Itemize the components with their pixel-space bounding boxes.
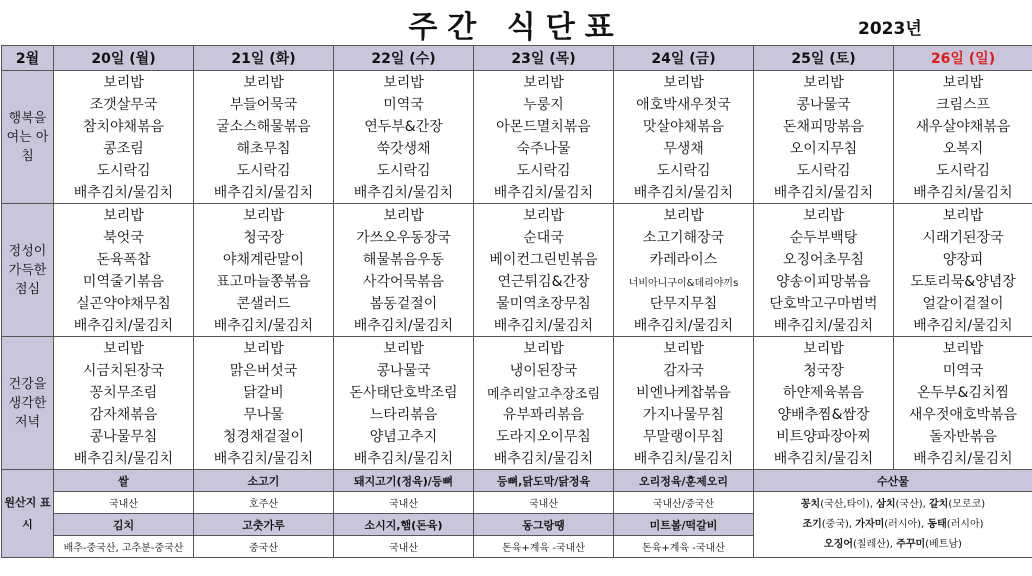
menu-item: 콩나물국 <box>754 93 894 115</box>
menu-row <box>2 359 1032 381</box>
menu-item: 맛살야채볶음 <box>614 115 754 137</box>
menu-item: 콩나물국 <box>334 359 474 381</box>
menu-item: 감자국 <box>614 359 754 381</box>
menu-item: 청경채겉절이 <box>194 425 334 447</box>
seafood-name: 가자미 <box>855 518 885 530</box>
menu-item: 북엇국 <box>54 226 194 248</box>
menu-item: 굴소스해물볶음 <box>194 115 334 137</box>
menu-item: 양송이피망볶음 <box>754 270 894 292</box>
menu-item: 콘샐러드 <box>194 292 334 314</box>
origin-value: 국내산 <box>334 536 474 558</box>
menu-item: 배추김치/물김치 <box>334 447 474 470</box>
menu-row <box>2 137 1032 159</box>
menu-item: 보리밥 <box>754 71 894 94</box>
menu-item: 단무지무침 <box>614 292 754 314</box>
day-header-wed: 22일 (수) <box>334 46 474 71</box>
menu-item: 순대국 <box>474 226 614 248</box>
menu-item: 양배추찜&쌈장 <box>754 403 894 425</box>
seafood-title: 수산물 <box>754 470 1032 492</box>
menu-item: 메추리알고추장조림 <box>474 381 614 403</box>
menu-item: 비트양파장아찌 <box>754 425 894 447</box>
menu-item: 순두부백탕 <box>754 226 894 248</box>
menu-item: 배추김치/물김치 <box>474 447 614 470</box>
menu-item: 너비아니구이&데리야끼s <box>614 270 754 292</box>
origin-head: 미트볼/떡갈비 <box>614 514 754 536</box>
menu-item: 온두부&김치찜 <box>894 381 1032 403</box>
menu-item: 보리밥 <box>474 71 614 94</box>
menu-item: 도시락김 <box>194 159 334 181</box>
menu-row <box>2 159 1032 181</box>
menu-item: 보리밥 <box>474 337 614 360</box>
menu-item: 오복지 <box>894 137 1032 159</box>
menu-item: 도시락김 <box>754 159 894 181</box>
menu-item: 보리밥 <box>754 204 894 227</box>
menu-item: 보리밥 <box>54 337 194 360</box>
title-bar <box>0 0 1032 45</box>
menu-item: 배추김치/물김치 <box>334 181 474 204</box>
menu-item: 도라지오이무침 <box>474 425 614 447</box>
menu-row <box>2 425 1032 447</box>
origin-head: 동그랑땡 <box>474 514 614 536</box>
seafood-name: 꽁치 <box>800 498 821 510</box>
menu-row <box>2 226 1032 248</box>
origin-value: 중국산 <box>194 536 334 558</box>
menu-item: 보리밥 <box>334 204 474 227</box>
seafood-name: 조기 <box>802 518 822 530</box>
menu-item: 보리밥 <box>894 204 1032 227</box>
menu-item: 콩조림 <box>54 137 194 159</box>
menu-row <box>2 270 1032 292</box>
menu-item: 해초무침 <box>194 137 334 159</box>
menu-item: 시래기된장국 <box>894 226 1032 248</box>
origin-value: 돈육+계육 -국내산 <box>614 536 754 558</box>
seafood-country: (베트남) <box>925 538 962 550</box>
menu-item: 꽁치무조림 <box>54 381 194 403</box>
menu-item: 배추김치/물김치 <box>894 181 1032 204</box>
menu-item: 배추김치/물김치 <box>54 181 194 204</box>
menu-item: 도시락김 <box>614 159 754 181</box>
day-header-sun: 26일 (일) <box>894 46 1032 71</box>
menu-item: 배추김치/물김치 <box>754 447 894 470</box>
menu-item: 보리밥 <box>334 337 474 360</box>
menu-item: 맑은버섯국 <box>194 359 334 381</box>
menu-item: 돈채피망볶음 <box>754 115 894 137</box>
menu-item: 배추김치/물김치 <box>334 314 474 337</box>
origin-value: 국내산/중국산 <box>614 492 754 514</box>
seafood-line <box>754 495 1032 515</box>
origin-head: 돼지고기(정육)/등뼈 <box>334 470 474 492</box>
day-header-sat: 25일 (토) <box>754 46 894 71</box>
menu-item: 보리밥 <box>614 71 754 94</box>
seafood-country: (국산,타이), <box>820 498 873 510</box>
menu-row <box>2 248 1032 270</box>
weekly-menu-table <box>1 45 1032 558</box>
page-title: 주간 식단표 <box>408 10 624 45</box>
menu-item: 누룽지 <box>474 93 614 115</box>
day-header-thu: 23일 (목) <box>474 46 614 71</box>
seafood-line <box>754 535 1032 555</box>
origin-value: 배추-중국산, 고추분-중국산 <box>54 536 194 558</box>
seafood-country: (모로코) <box>948 498 986 510</box>
menu-item: 돈사태단호박조림 <box>334 381 474 403</box>
menu-item: 애호박새우젓국 <box>614 93 754 115</box>
menu-item: 야채계란말이 <box>194 248 334 270</box>
menu-item: 배추김치/물김치 <box>754 314 894 337</box>
seafood-line <box>754 515 1032 535</box>
menu-item: 보리밥 <box>334 71 474 94</box>
origin-value: 호주산 <box>194 492 334 514</box>
origin-head: 오리정육/훈제오리 <box>614 470 754 492</box>
menu-row <box>2 447 1032 470</box>
menu-item: 보리밥 <box>54 71 194 94</box>
menu-item: 배추김치/물김치 <box>194 314 334 337</box>
menu-item: 냉이된장국 <box>474 359 614 381</box>
seafood-name: 오징어 <box>824 538 854 550</box>
menu-item: 도시락김 <box>334 159 474 181</box>
origin-label: 원산지 표시 <box>2 470 54 558</box>
menu-item: 보리밥 <box>754 337 894 360</box>
menu-item: 돈육폭찹 <box>54 248 194 270</box>
menu-item: 쑥갓생채 <box>334 137 474 159</box>
menu-item: 보리밥 <box>194 204 334 227</box>
menu-item: 배추김치/물김치 <box>474 314 614 337</box>
menu-item: 숙주나물 <box>474 137 614 159</box>
menu-body <box>2 71 1032 470</box>
menu-row <box>2 181 1032 204</box>
menu-item: 보리밥 <box>614 337 754 360</box>
origin-row-2 <box>2 492 1032 514</box>
origin-value: 국내산 <box>334 492 474 514</box>
seafood-country: (러시아), <box>884 518 925 530</box>
menu-item: 배추김치/물김치 <box>54 314 194 337</box>
meal-label: 행복을 여는 아침 <box>2 71 54 204</box>
menu-row <box>2 71 1032 94</box>
menu-item: 보리밥 <box>614 204 754 227</box>
menu-item: 비엔나케찹볶음 <box>614 381 754 403</box>
origin-value: 국내산 <box>54 492 194 514</box>
menu-item: 배추김치/물김치 <box>614 181 754 204</box>
menu-item: 연두부&간장 <box>334 115 474 137</box>
menu-item: 배추김치/물김치 <box>194 447 334 470</box>
seafood-name: 동태 <box>927 518 947 530</box>
menu-row <box>2 337 1032 360</box>
menu-row <box>2 381 1032 403</box>
seafood-name: 갈치 <box>929 498 949 510</box>
menu-item: 양념고추지 <box>334 425 474 447</box>
menu-row <box>2 115 1032 137</box>
meal-label: 건강을 생각한 저녁 <box>2 337 54 470</box>
menu-item: 가쓰오우동장국 <box>334 226 474 248</box>
menu-item: 보리밥 <box>894 337 1032 360</box>
meal-label: 정성이 가득한 점심 <box>2 204 54 337</box>
menu-item: 무나물 <box>194 403 334 425</box>
menu-item: 새우살야채볶음 <box>894 115 1032 137</box>
menu-item: 얼갈이겉절이 <box>894 292 1032 314</box>
menu-item: 양장피 <box>894 248 1032 270</box>
menu-item: 물미역초장무침 <box>474 292 614 314</box>
menu-item: 청국장 <box>194 226 334 248</box>
menu-item: 가지나물무침 <box>614 403 754 425</box>
menu-item: 오이지무침 <box>754 137 894 159</box>
month-header: 2월 <box>2 46 54 71</box>
menu-item: 크림스프 <box>894 93 1032 115</box>
origin-head: 소시지,햄(돈육) <box>334 514 474 536</box>
menu-item: 하얀제육볶음 <box>754 381 894 403</box>
menu-row <box>2 204 1032 227</box>
menu-item: 연근튀김&간장 <box>474 270 614 292</box>
seafood-origin <box>754 492 1032 558</box>
day-header-mon: 20일 (월) <box>54 46 194 71</box>
menu-item: 보리밥 <box>194 337 334 360</box>
menu-item: 배추김치/물김치 <box>894 314 1032 337</box>
menu-item: 감자채볶음 <box>54 403 194 425</box>
menu-item: 참치야채볶음 <box>54 115 194 137</box>
menu-item: 시금치된장국 <box>54 359 194 381</box>
header-row <box>2 46 1032 71</box>
menu-item: 미역국 <box>334 93 474 115</box>
origin-value: 국내산 <box>474 492 614 514</box>
menu-item: 배추김치/물김치 <box>194 181 334 204</box>
menu-item: 아몬드멸치볶음 <box>474 115 614 137</box>
origin-section <box>2 470 1032 558</box>
menu-item: 닭갈비 <box>194 381 334 403</box>
menu-item: 배추김치/물김치 <box>614 447 754 470</box>
menu-item: 부들어묵국 <box>194 93 334 115</box>
menu-item: 표고마늘쫑볶음 <box>194 270 334 292</box>
menu-item: 오징어초무침 <box>754 248 894 270</box>
menu-item: 실곤약야채무침 <box>54 292 194 314</box>
menu-item: 콩나물무침 <box>54 425 194 447</box>
seafood-country: (국산), <box>895 498 926 510</box>
menu-item: 돌자반볶음 <box>894 425 1032 447</box>
menu-item: 느타리볶음 <box>334 403 474 425</box>
menu-item: 조갯살무국 <box>54 93 194 115</box>
menu-row <box>2 292 1032 314</box>
year-label: 2023년 <box>858 19 922 39</box>
menu-item: 카레라이스 <box>614 248 754 270</box>
menu-item: 단호박고구마범벅 <box>754 292 894 314</box>
menu-row <box>2 403 1032 425</box>
menu-item: 배추김치/물김치 <box>614 314 754 337</box>
menu-item: 보리밥 <box>894 71 1032 94</box>
menu-item: 배추김치/물김치 <box>54 447 194 470</box>
menu-item: 유부꽈리볶음 <box>474 403 614 425</box>
origin-head: 소고기 <box>194 470 334 492</box>
menu-row <box>2 314 1032 337</box>
menu-item: 미역줄기볶음 <box>54 270 194 292</box>
menu-item: 도시락김 <box>474 159 614 181</box>
menu-item: 무생채 <box>614 137 754 159</box>
origin-head: 김치 <box>54 514 194 536</box>
menu-item: 청국장 <box>754 359 894 381</box>
origin-head: 등뼈,닭도막/닭정육 <box>474 470 614 492</box>
menu-item: 배추김치/물김치 <box>474 181 614 204</box>
day-header-fri: 24일 (금) <box>614 46 754 71</box>
seafood-country: (중국), <box>821 518 853 530</box>
menu-item: 배추김치/물김치 <box>894 447 1032 470</box>
menu-item: 배추김치/물김치 <box>754 181 894 204</box>
seafood-name: 삼치 <box>876 498 896 510</box>
menu-item: 베이컨그린빈볶음 <box>474 248 614 270</box>
origin-head: 고춧가루 <box>194 514 334 536</box>
menu-item: 보리밥 <box>54 204 194 227</box>
menu-row <box>2 93 1032 115</box>
menu-item: 소고기해장국 <box>614 226 754 248</box>
origin-head: 쌀 <box>54 470 194 492</box>
menu-item: 새우젓애호박볶음 <box>894 403 1032 425</box>
menu-item: 보리밥 <box>474 204 614 227</box>
menu-item: 도시락김 <box>894 159 1032 181</box>
menu-item: 도시락김 <box>54 159 194 181</box>
menu-item: 미역국 <box>894 359 1032 381</box>
seafood-country: (칠레산), <box>853 538 893 550</box>
menu-item: 보리밥 <box>194 71 334 94</box>
menu-item: 봄동겉절이 <box>334 292 474 314</box>
menu-item: 사각어묵볶음 <box>334 270 474 292</box>
menu-item: 도토리묵&양념장 <box>894 270 1032 292</box>
seafood-name: 주꾸미 <box>896 538 926 550</box>
origin-row-1 <box>2 470 1032 492</box>
menu-item: 무말랭이무침 <box>614 425 754 447</box>
day-header-tue: 21일 (화) <box>194 46 334 71</box>
menu-item: 해물볶음우동 <box>334 248 474 270</box>
origin-value: 돈육+계육 -국내산 <box>474 536 614 558</box>
seafood-country: (러시아) <box>946 518 984 530</box>
